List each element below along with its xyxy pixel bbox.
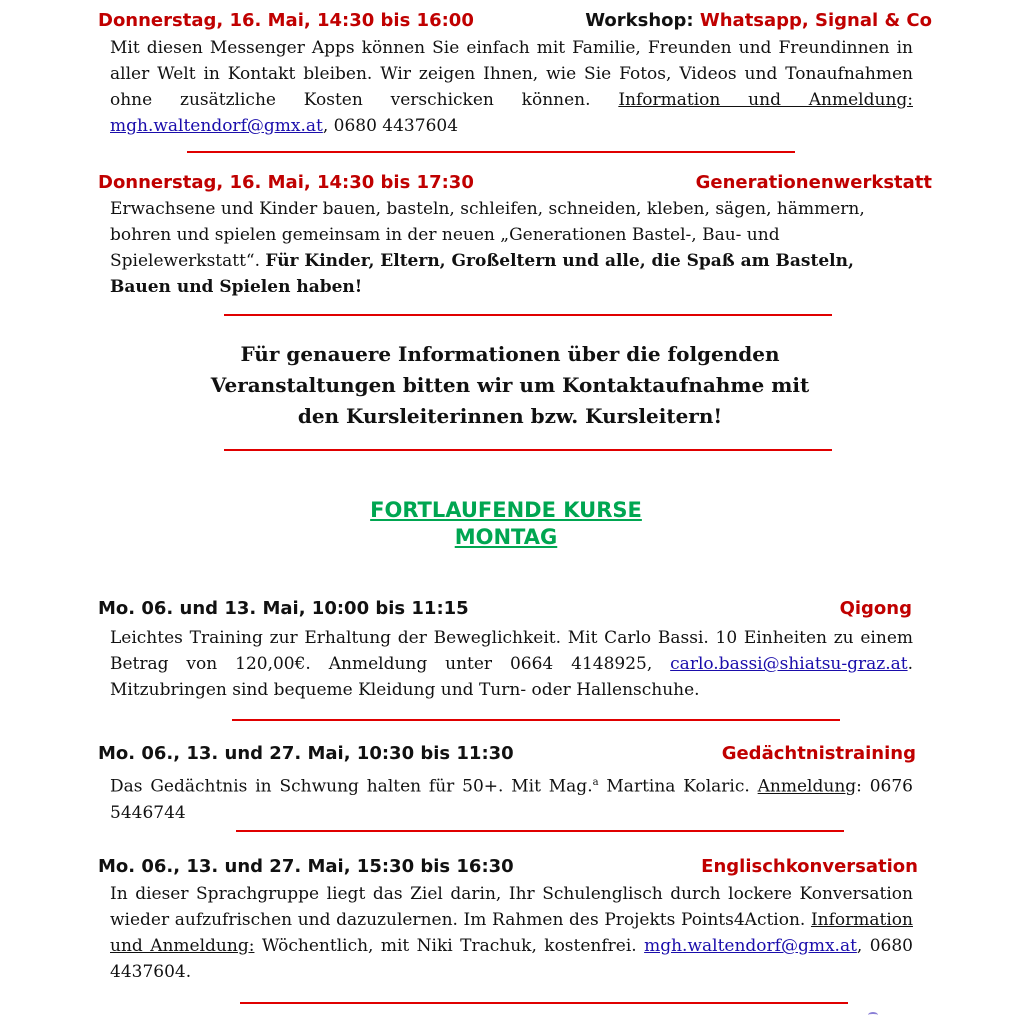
event-title: Generationenwerkstatt — [695, 172, 932, 193]
course-text: : 0676 5446744 — [110, 776, 913, 823]
section-heading — [256, 497, 756, 551]
course-title: Gedächtnistraining — [721, 743, 916, 764]
notice-line: Für genauere Informationen über die folgenden — [240, 342, 780, 366]
course-description — [110, 770, 913, 826]
course-title: Qigong — [839, 598, 912, 619]
course-date: Mo. 06., 13. und 27. Mai, 10:30 bis 11:30 — [98, 743, 514, 764]
divider — [187, 151, 795, 153]
course-text: . Mitzubringen sind bequeme Kleidung und Turn- oder Hallenschuhe. — [110, 654, 913, 700]
divider — [232, 719, 840, 721]
event-text: Mit diesen Messenger Apps können Sie einfach mit Familie, Freunden und Freundinnen in aller Welt in Kontakt bleiben. Wir zeigen Ihnen, wie Sie Fotos, Videos und Tonaufnahmen ohne zusätzliche Kosten verschicken können. — [110, 38, 913, 110]
course-date: Mo. 06. und 13. Mai, 10:00 bis 11:15 — [98, 598, 469, 619]
event-text: Erwachsene und Kinder bauen, basteln, schleifen, schneiden, kleben, sägen, hämmern, bohren und spielen gemeinsam in der neuen „Generationen Bastel-, Bau- und Spielewerkstatt“. — [110, 199, 865, 271]
course-title: Englischkonversation — [701, 856, 918, 877]
section-subtitle: MONTAG — [454, 525, 558, 549]
anmeldung-label: Anmeldung — [757, 776, 857, 797]
divider — [224, 449, 832, 451]
notice — [150, 339, 870, 432]
event-description — [110, 35, 913, 139]
event-date: Donnerstag, 16. Mai, 14:30 bis 16:00 — [98, 10, 474, 31]
event-title-prefix: Workshop: — [585, 10, 700, 31]
course-text: Martina Kolaric. — [598, 776, 758, 797]
divider — [240, 1002, 848, 1004]
decorative-mark — [868, 1012, 878, 1018]
course-description — [110, 625, 913, 703]
phone-text: , 0680 4437604 — [322, 116, 459, 136]
event-date: Donnerstag, 16. Mai, 14:30 bis 17:30 — [98, 172, 474, 193]
event-description — [110, 196, 872, 300]
email-link[interactable]: carlo.bassi@shiatsu-graz.at — [670, 654, 908, 674]
info-label: Information und Anmeldung: — [618, 90, 913, 110]
event-bold-text: Für Kinder, Eltern, Großeltern und alle, die Spaß am Basteln, Bauen und Spielen haben! — [110, 251, 854, 297]
divider — [236, 830, 844, 832]
course-date: Mo. 06., 13. und 27. Mai, 15:30 bis 16:30 — [98, 856, 514, 877]
superscript: a — [592, 777, 599, 788]
course-text: Das Gedächtnis in Schwung halten für 50+. Mit Mag. — [110, 776, 593, 797]
email-link[interactable]: mgh.waltendorf@gmx.at — [644, 936, 857, 956]
event-title — [585, 10, 932, 32]
course-text: Leichtes Training zur Erhaltung der Beweglichkeit. Mit Carlo Bassi. 10 Einheiten zu einem Betrag von 120,00€. Anmeldung unter 0664 4148925, — [110, 628, 913, 674]
event-title-name: Whatsapp, Signal & Co — [699, 10, 932, 31]
email-link[interactable]: mgh.waltendorf@gmx.at — [110, 116, 323, 136]
notice-line: den Kursleiterinnen bzw. Kursleitern! — [297, 404, 723, 428]
info-label: Information und Anmeldung: — [110, 910, 913, 956]
course-description — [110, 881, 913, 985]
course-text: In dieser Sprachgruppe liegt das Ziel darin, Ihr Schulenglisch durch lockere Konversation wieder aufzufrischen und dazuzulernen. Im Rahmen des Projekts Points4Action. — [110, 884, 913, 930]
phone-text: , 0680 4437604. — [110, 936, 913, 982]
divider — [224, 314, 832, 316]
notice-line: Veranstaltungen bitten wir um Kontaktaufnahme mit — [210, 373, 810, 397]
course-text: Wöchentlich, mit Niki Trachuk, kostenfrei. — [254, 936, 645, 956]
section-title: FORTLAUFENDE KURSE — [370, 498, 642, 522]
